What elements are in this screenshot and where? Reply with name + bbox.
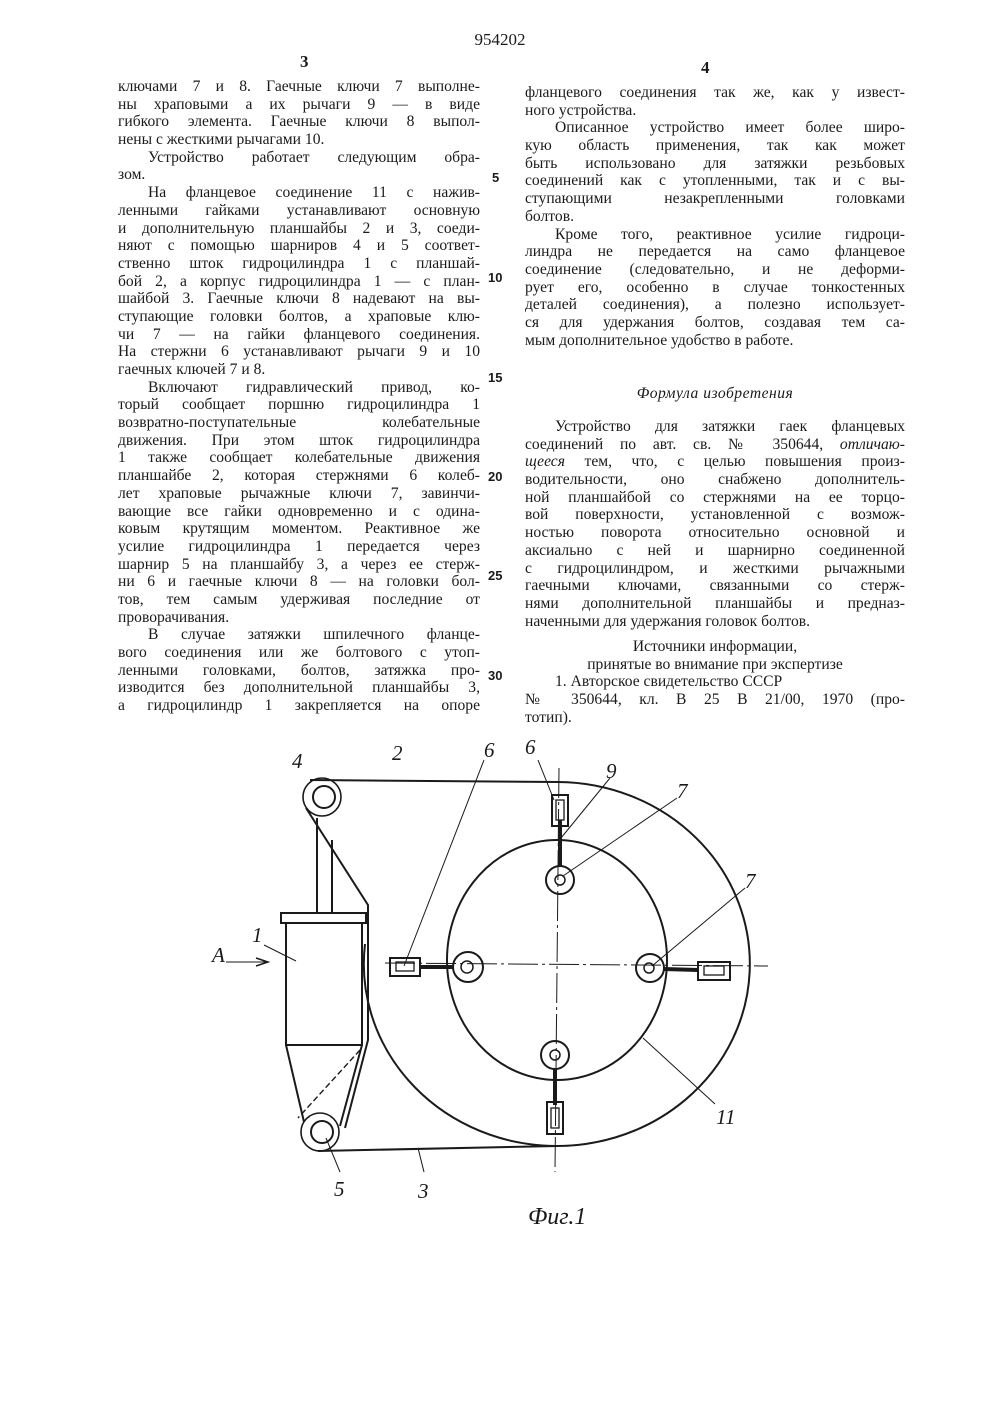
text-line: усилие гидроцилиндра 1 передается через [118, 537, 480, 555]
claims [525, 418, 905, 630]
label-cylinder-1: 1 [252, 923, 263, 947]
text-line: возвратно-поступательные колебательные [118, 414, 480, 432]
text-line: болтов. [525, 207, 574, 225]
label-rod-6-left: 6 [484, 738, 495, 762]
text-line: кую область применения, так как может [525, 137, 905, 155]
text-line: На стержни 6 устанавливают рычаги 9 и 10 [118, 343, 480, 361]
text-line: чи 7 — на гайки фланцевого соединения. [118, 325, 480, 343]
text-line: ступающие головки болтов, а храповые клю- [118, 307, 480, 325]
text-line: шайбой 3. Гаечные ключи 8 надевают на вы- [118, 290, 480, 308]
text-line: деталей соединения), а полезно использует- [525, 296, 905, 314]
text-line: вающие все гайки одновременно и с одина- [118, 502, 480, 520]
text-line: ного устройства. [525, 101, 637, 119]
figure-1-drawing [0, 730, 1000, 1240]
key-bottom [541, 1041, 569, 1069]
text-line: нями дополнительной планшайбы и предназ- [525, 594, 905, 612]
label-view-a: A [212, 943, 225, 967]
text-line: ностью поворота относительно основной и [525, 524, 905, 542]
rod-block-left [390, 958, 420, 976]
hinge-4-pin [313, 786, 335, 808]
sources [525, 638, 905, 726]
text-line: гибкого элемента. Гаечные ключи 8 выпол- [118, 113, 480, 131]
text-line: рует его, особенно в случае тонкостенных [525, 278, 905, 296]
page-number-left: 3 [300, 52, 309, 71]
emphasis-text: отличаю- [839, 435, 905, 453]
page-number-right: 4 [701, 58, 710, 77]
text-line: шарнир 5 на планшайбу 3, а через ее стерж- [118, 555, 480, 573]
plate-link [306, 808, 368, 1128]
rod-block-right [698, 962, 730, 980]
text-line: движения. При этом шток гидроцилиндра [118, 431, 480, 449]
text-line: вого соединения или же болтового с утоп- [118, 644, 480, 661]
paragraph [525, 226, 905, 350]
text-line: соединение (следовательно, и не деформи- [525, 260, 905, 278]
line-number: 10 [488, 270, 503, 285]
text-line: торый сообщает поршню гидроцилиндра 1 [118, 396, 480, 414]
text-line: планшайбе 2, которая стержнями 6 колеб- [118, 467, 480, 485]
paragraph [525, 84, 905, 119]
text-line: гаечными ключами, связанными со стерж- [525, 577, 905, 595]
label-hinge-4: 4 [292, 749, 303, 773]
text-line: проворачивания. [118, 608, 230, 626]
sources-subtitle: принятые во внимание при экспертизе [587, 655, 843, 673]
text-line: Включают гидравлический привод, ко- [148, 378, 480, 396]
text-line: с гидроцилиндром, и жесткими рычажными [525, 559, 905, 577]
text-line: нены с жесткими рычагами 10. [118, 131, 325, 149]
text-line: ступающими незакрепленными головками [525, 190, 905, 208]
line-number: 15 [488, 370, 503, 385]
text-line: ни 6 и гаечные ключи 8 — на головки бол- [118, 573, 480, 591]
cylinder-body [286, 923, 362, 1045]
text-line: На фланцевое соединение 11 с нажив- [148, 184, 480, 202]
text-line: ной планшайбой со стержнями на ее торцо- [525, 488, 905, 506]
text-line: Описанное устройство имеет более широ- [555, 119, 905, 137]
text-line: В случае затяжки шпилечного фланце- [148, 626, 480, 644]
label-flange-11: 11 [716, 1105, 736, 1129]
text-line [525, 436, 905, 454]
text-line: гаечных ключей 7 и 8. [118, 361, 266, 378]
line-number: 25 [488, 568, 503, 583]
key-top [546, 866, 574, 894]
paragraph [118, 78, 480, 149]
sources-title: Источники информации, [632, 638, 798, 655]
text-line: ленными головками, болтов, затяжка про- [118, 661, 480, 679]
text-line: ленными гайками устанавливают основную [118, 201, 480, 219]
label-lever-9: 9 [606, 759, 617, 783]
text-line: Устройство для затяжки гаек фланцевых [555, 418, 905, 435]
claims-heading: Формула изобретения [636, 385, 794, 402]
paragraph [118, 149, 480, 184]
text-line: аксиально с ней и шарнирно соединенной [525, 541, 905, 559]
line-number: 20 [488, 469, 503, 484]
text-line: и дополнительную планшайбы 2 и 3, соеди- [118, 219, 480, 237]
lever-right [664, 969, 698, 970]
text-line: ключами 7 и 8. Гаечные ключи 7 выполне- [118, 78, 480, 95]
rod-block-bottom [547, 1102, 563, 1134]
label-key-7-top: 7 [677, 779, 688, 803]
text-line: 1 также сообщает колебательные движения [118, 449, 480, 467]
key-right [636, 954, 664, 982]
paragraph [118, 626, 480, 714]
text-line: няют с помощью шарниров 4 и 5 соответ- [118, 237, 480, 255]
label-plate-2: 2 [392, 741, 403, 765]
label-rod-6-top: 6 [525, 735, 536, 759]
text-line: бой 2, а корпус гидроцилиндра 1 — с план- [118, 272, 480, 290]
text-line: Устройство работает следующим обра- [148, 148, 480, 166]
paragraph [118, 379, 480, 627]
hinge-5-pin [311, 1121, 333, 1143]
text-line [525, 453, 905, 471]
text-segment: тем, что, с целью повышения произ- [564, 453, 905, 471]
text-line: изводится без дополнительной планшайбы 3, [118, 679, 480, 697]
paragraph [525, 418, 905, 630]
text-line: зом. [118, 166, 146, 184]
text-line: Кроме того, реактивное усилие гидроци- [555, 225, 905, 243]
plate-bottom-edge [318, 1146, 558, 1151]
paragraph [118, 184, 480, 379]
text-line: а гидроцилиндр 1 закрепляется на опоре [118, 697, 480, 715]
plate-outline [310, 780, 750, 1146]
text-line: тов, тем самым удерживая последние от [118, 590, 480, 608]
line-number: 5 [492, 170, 500, 185]
text-line: линдра не передается на само фланцевое [525, 243, 905, 261]
figure-caption: Фиг.1 [528, 1204, 587, 1230]
source-line: 1. Авторское свидетельство СССР [555, 673, 783, 691]
text-line: вой поверхности, установленной с возмож- [525, 506, 905, 524]
text-line: фланцевого соединения так же, как у извест- [525, 84, 905, 101]
source-line: № 350644, кл. В 25 В 21/00, 1970 (про- [525, 691, 905, 709]
text-line: лет храповые рычажные ключи 7, завинчи- [118, 484, 480, 502]
label-hinge-5: 5 [334, 1177, 345, 1201]
label-plate-3: 3 [418, 1179, 429, 1203]
right-column [525, 84, 905, 349]
emphasis-text: щееся [525, 453, 565, 471]
line-number: 30 [488, 668, 503, 683]
text-line: ся для удержания болтов, создавая тем са- [525, 313, 905, 331]
text-segment: соединений по авт. св. № 350644, [525, 435, 840, 453]
label-key-7-right: 7 [745, 869, 756, 893]
paragraph [525, 119, 905, 225]
cylinder-cap [281, 913, 366, 923]
text-line: мым дополнительное удобство в работе. [525, 331, 794, 349]
text-line: быть использовано для затяжки резьбовых [525, 154, 905, 172]
source-line: тотип). [525, 708, 572, 726]
left-column [118, 78, 480, 715]
text-line: ны храповыми а их рычаги 9 — в виде [118, 95, 480, 113]
text-line: ственно шток гидроцилиндра 1 с планшай- [118, 254, 480, 272]
text-line: наченными для удержания головок болтов. [525, 612, 811, 630]
text-line: водительности, оно снабжено дополнитель- [525, 471, 905, 489]
text-line: соединений как с утопленными, так и с вы- [525, 172, 905, 190]
text-line: ковым крутящим моментом. Реактивное же [118, 520, 480, 538]
key-left [453, 952, 483, 982]
patent-number: 954202 [474, 30, 526, 49]
